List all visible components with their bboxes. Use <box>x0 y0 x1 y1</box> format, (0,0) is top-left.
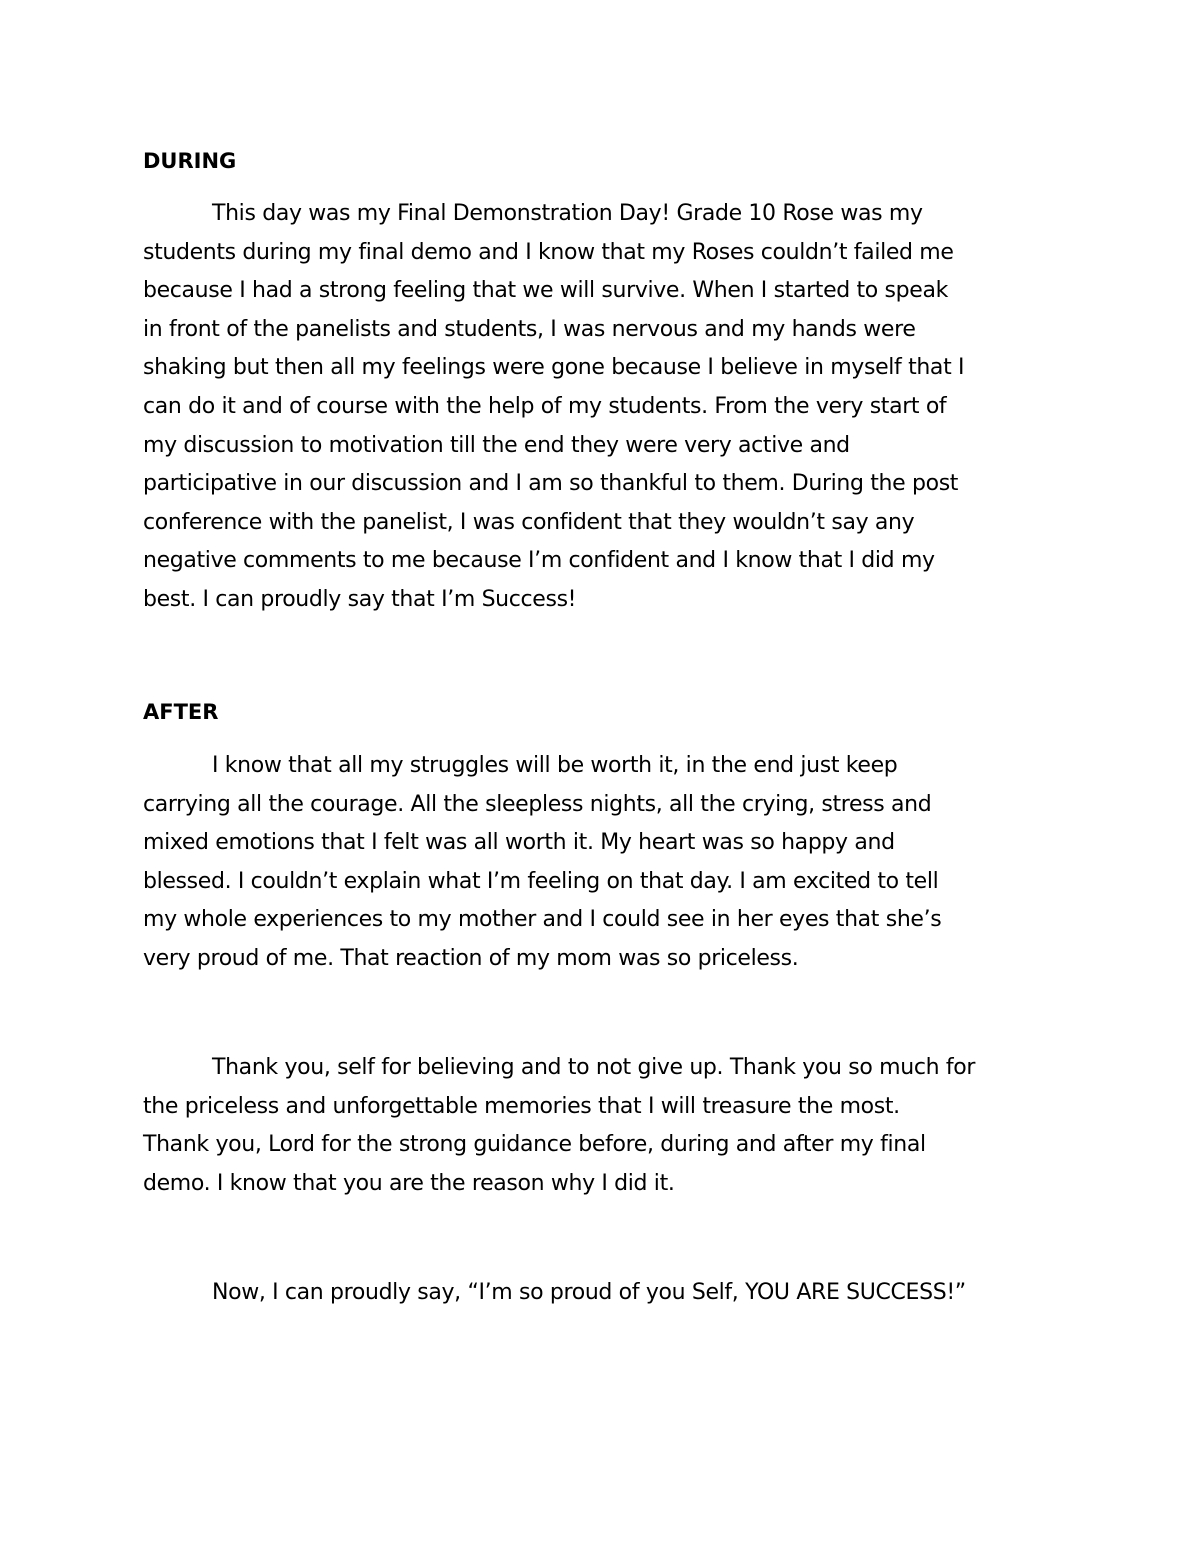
text-line: best. I can proudly say that I’m Success! <box>143 586 577 612</box>
text-line: my discussion to motivation till the end they were very active and <box>143 432 850 458</box>
text-line: carrying all the courage. All the sleepless nights, all the crying, stress and <box>143 791 932 817</box>
section-heading-after: AFTER <box>143 700 219 724</box>
text-line: because I had a strong feeling that we will survive. When I started to speak <box>143 278 948 304</box>
paragraph-closing <box>143 1274 1043 1313</box>
section-heading-during: DURING <box>143 149 237 173</box>
text-line: Now, I can proudly say, “I’m so proud of you Self, YOU ARE SUCCESS!” <box>212 1280 966 1305</box>
text-line: Thank you, self for believing and to not give up. Thank you so much for <box>212 1055 976 1080</box>
text-line: blessed. I couldn’t explain what I’m feeling on that day. I am excited to tell <box>143 868 939 894</box>
text-line: demo. I know that you are the reason why I did it. <box>143 1170 675 1196</box>
paragraph-after <box>143 747 1043 979</box>
text-line: the priceless and unforgettable memories that I will treasure the most. <box>143 1093 900 1119</box>
text-line: participative in our discussion and I am so thankful to them. During the post <box>143 471 959 497</box>
text-line: conference with the panelist, I was confident that they wouldn’t say any <box>143 509 915 535</box>
text-line: I know that all my struggles will be worth it, in the end just keep <box>212 753 898 778</box>
text-line: my whole experiences to my mother and I could see in her eyes that she’s <box>143 907 942 933</box>
text-line: in front of the panelists and students, I was nervous and my hands were <box>143 316 916 342</box>
text-line: negative comments to me because I’m confident and I know that I did my <box>143 548 935 574</box>
text-line: can do it and of course with the help of my students. From the very start of <box>143 393 947 419</box>
text-line: students during my final demo and I know that my Roses couldn’t failed me <box>143 239 954 265</box>
paragraph-during <box>143 195 1043 620</box>
text-line: very proud of me. That reaction of my mom was so priceless. <box>143 945 799 971</box>
text-line: mixed emotions that I felt was all worth it. My heart was so happy and <box>143 830 895 856</box>
text-line: Thank you, Lord for the strong guidance before, during and after my final <box>143 1132 926 1158</box>
paragraph-thank-you <box>143 1049 1043 1203</box>
text-line: shaking but then all my feelings were gone because I believe in myself that I <box>143 355 965 381</box>
text-line: This day was my Final Demonstration Day! Grade 10 Rose was my <box>212 201 923 226</box>
